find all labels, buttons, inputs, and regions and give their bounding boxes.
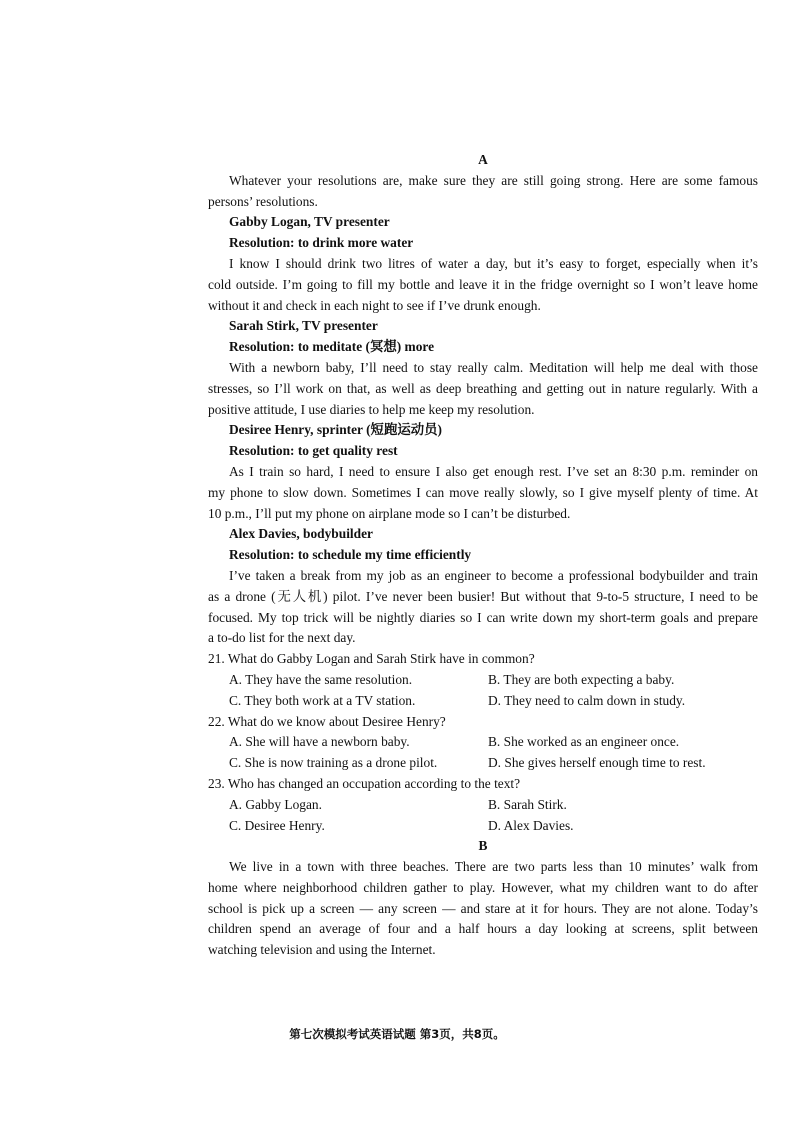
paragraph-line: a to-do list for the next day. (208, 630, 356, 646)
person-resolution: Resolution: to get quality rest (229, 443, 398, 459)
option-row (208, 670, 758, 691)
person-resolution: Resolution: to schedule my time efficiently (229, 547, 472, 563)
passage-a-heading: A (478, 152, 488, 167)
paragraph-line: without it and check in each night to see if I’ve drunk enough. (208, 297, 541, 313)
question-stem: 22. What do we know about Desiree Henry? (208, 713, 446, 729)
person-name: Desiree Henry, sprinter (短跑运动员) (229, 422, 442, 438)
option-a: A. Gabby Logan. (229, 796, 322, 812)
paragraph-line: school is pick up a screen — any screen — and stare at it for hours. They are not alone. Today’s (208, 900, 758, 916)
person-name: Gabby Logan, TV presenter (229, 214, 390, 230)
paragraph-line: focused. My top trick will be nightly diaries so I can write down my short-term goals and prepare (208, 609, 758, 625)
paragraph-line: watching television and using the Internet. (208, 942, 436, 958)
paragraph-line: cold outside. I’m going to fill my bottle and leave it in the fridge overnight so I won’t leave home (208, 276, 758, 292)
option-d: D. Alex Davies. (488, 817, 574, 833)
exam-page (208, 150, 758, 961)
option-c: C. She is now training as a drone pilot. (229, 755, 438, 771)
person-name: Sarah Stirk, TV presenter (229, 318, 378, 334)
person-resolution: Resolution: to drink more water (229, 235, 414, 251)
paragraph-line: With a newborn baby, I’ll need to stay really calm. Meditation will help me deal with those (229, 359, 758, 375)
option-row (208, 691, 758, 712)
paragraph-line: children spend an average of four and a half hours a day looking at screens, split between (208, 921, 758, 937)
intro-line: persons’ resolutions. (208, 193, 318, 209)
option-c: C. They both work at a TV station. (229, 692, 416, 708)
option-a: A. They have the same resolution. (229, 671, 413, 687)
option-d: D. She gives herself enough time to rest. (488, 755, 706, 771)
paragraph-line: my phone to slow down. Sometimes I can move really slowly, so I give myself plenty of time. At (208, 484, 758, 500)
paragraph-line: home where neighborhood children gather to play. However, what my children want to do after (208, 879, 758, 895)
paragraph-line: stresses, so I’ll work on that, as well as deep breathing and getting out in nature regularly. With a (208, 380, 758, 396)
passage-b-heading: B (478, 838, 488, 854)
paragraph-line: 10 p.m., I’ll put my phone on airplane mode so I can’t be disturbed. (208, 505, 571, 521)
paragraph-line: positive attitude, I use diaries to help me keep my resolution. (208, 401, 535, 417)
paragraph-line: I’ve taken a break from my job as an engineer to become a professional bodybuilder and train (229, 567, 758, 583)
option-row (208, 795, 758, 816)
paragraph-line: As I train so hard, I need to ensure I also get enough rest. I’ve set an 8:30 p.m. reminder on (229, 463, 758, 479)
option-a: A. She will have a newborn baby. (229, 734, 410, 750)
question-stem: 21. What do Gabby Logan and Sarah Stirk have in common? (208, 651, 535, 667)
option-d: D. They need to calm down in study. (488, 692, 686, 708)
person-name: Alex Davies, bodybuilder (229, 526, 373, 542)
question-stem: 23. Who has changed an occupation according to the text? (208, 775, 521, 791)
paragraph-line: I know I should drink two litres of water a day, but it’s easy to forget, especially when it’s (229, 255, 758, 271)
person-resolution: Resolution: to meditate (冥想) more (229, 339, 435, 355)
paragraph-line: as a drone (无人机) pilot. I’ve never been busier! But without that 9-to-5 structure, I need to be (208, 588, 758, 604)
option-row (208, 732, 758, 753)
option-row (208, 753, 758, 774)
option-b: B. They are both expecting a baby. (488, 671, 675, 687)
paragraph-line: We live in a town with three beaches. There are two parts less than 10 minutes’ walk from (229, 859, 758, 875)
option-c: C. Desiree Henry. (229, 817, 325, 833)
page-footer: 第七次模拟考试英语试题 第3页，共8页。 (289, 1027, 505, 1041)
option-b: B. She worked as an engineer once. (488, 734, 680, 750)
option-b: B. Sarah Stirk. (488, 796, 567, 812)
option-row (208, 816, 758, 837)
intro-line: Whatever your resolutions are, make sure they are still going strong. Here are some famous (229, 172, 758, 188)
